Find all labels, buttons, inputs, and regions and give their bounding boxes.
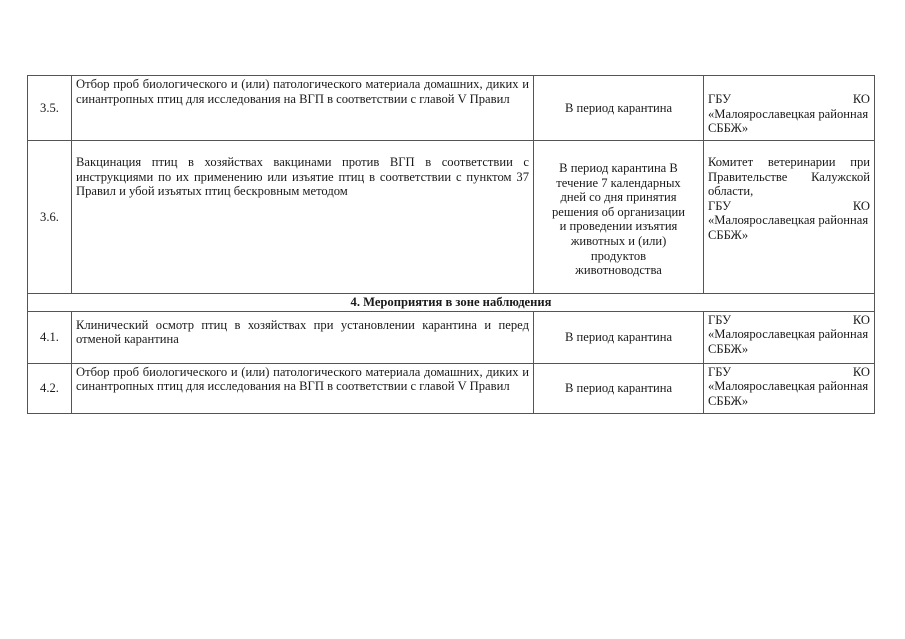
org-left: ГБУ [708, 312, 731, 327]
org-name: «Малоярославецкая районная СББЖ» [708, 327, 869, 356]
row-period: В период карантина [534, 311, 704, 363]
org-right: КО [852, 198, 870, 213]
row-number: 3.6. [28, 141, 72, 294]
org-left: ГБУ [708, 92, 731, 106]
row-number: 3.5. [28, 76, 72, 141]
org-name: «Малоярославецкая районная СББЖ» [708, 106, 869, 136]
section-title: 4. Мероприятия в зоне наблюдения [28, 294, 875, 312]
table-row [28, 311, 875, 363]
row-description: Отбор проб биологического и (или) патологического материала домашних, диких и синантропных птиц для исследования на ВГП в соответствии с главой V Правил [72, 363, 534, 413]
row-responsible [704, 141, 875, 294]
row-number: 4.1. [28, 311, 72, 363]
row-description: Отбор проб биологического и (или) патологического материала домашних, диких и синантропных птиц для исследования на ВГП в соответствии с главой V Правил [72, 76, 534, 141]
org-name: «Малоярославецкая районная СББЖ» [708, 379, 869, 408]
org-left: ГБУ [708, 364, 731, 379]
row-responsible [704, 363, 875, 413]
table-row [28, 76, 875, 141]
org-name: «Малоярославецкая районная СББЖ» [708, 213, 869, 242]
row-period: В период карантина [534, 363, 704, 413]
table-row [28, 141, 875, 294]
org-right: КО [852, 312, 870, 327]
section-header-row [28, 294, 875, 312]
row-responsible [704, 76, 875, 141]
measures-table [27, 75, 875, 414]
org-right: КО [852, 364, 870, 379]
row-period: В период карантина [534, 76, 704, 141]
row-description: Клинический осмотр птиц в хозяйствах при установлении карантина и перед отменой карантина [72, 311, 534, 363]
org-left: ГБУ [708, 198, 731, 213]
row-number: 4.2. [28, 363, 72, 413]
row-period: В период карантина В течение 7 календарных дней со дня принятия решения об организации и проведении изъятия животных и (или) продуктов животноводства [534, 141, 704, 294]
org-pre: Комитет ветеринарии при Правительстве Калужской области, [708, 155, 870, 199]
row-responsible [704, 311, 875, 363]
org-right: КО [852, 92, 870, 106]
table-row [28, 363, 875, 413]
row-description: Вакцинация птиц в хозяйствах вакцинами против ВГП в соответствии с инструкциями по их применению или изъятие птиц в соответствии с пунктом 37 Правил и убой изъятых птиц бескровным методом [72, 141, 534, 294]
